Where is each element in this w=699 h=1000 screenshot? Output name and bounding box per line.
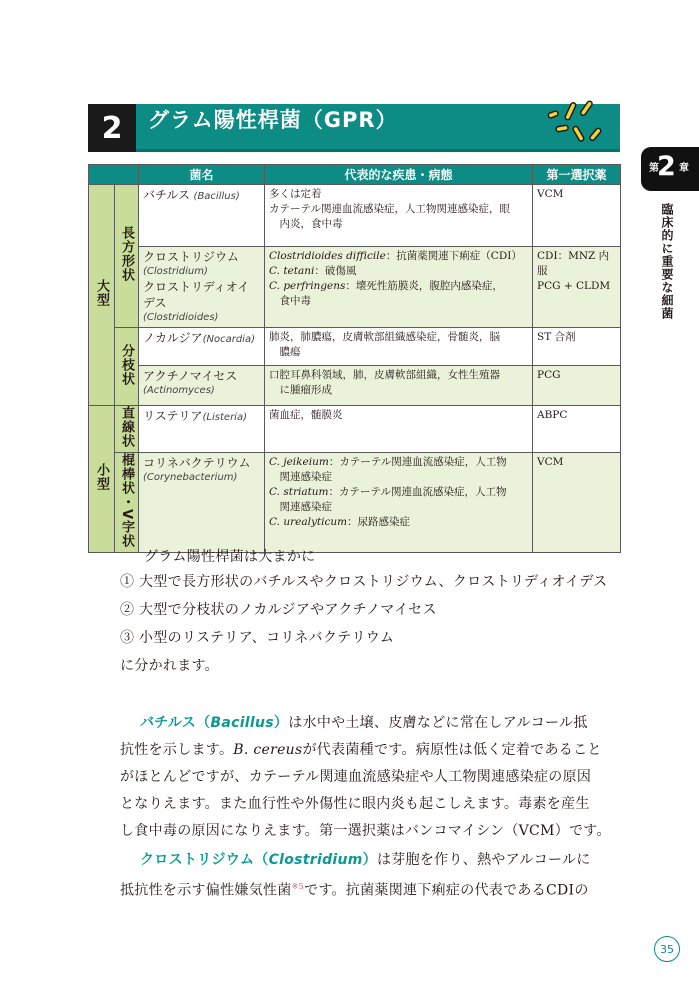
table-row: [89, 328, 621, 366]
drug-cell: CDI：MNZ 内服 PCG + CLDM: [533, 247, 621, 328]
bacteria-illustration-icon: [540, 96, 610, 152]
section-title: グラム陽性桿菌（GPR）: [148, 108, 398, 132]
header-blank: [89, 165, 139, 185]
disease-cell: 口腔耳鼻科領域，肺，皮膚軟部組織，女性生殖器 に腫瘤形成: [265, 366, 533, 406]
disease-cell: 多くは定着 カテーテル関連血流感染症，人工物関連感染症，眼 内炎，食中毒: [265, 185, 533, 247]
bacteria-name: クロストリジウム (Clostridium) クロストリディオイデス (Clostridioides): [139, 247, 265, 328]
header-disease: 代表的な疾患・病態: [265, 165, 533, 185]
paragraph-line: がほとんどですが、カテーテル関連血流感染症や人工物関連感染症の原因: [120, 769, 592, 785]
bacteria-name: コリネバクテリウム (Corynebacterium): [139, 453, 265, 553]
chapter-suffix: 章: [679, 163, 689, 174]
group-club: 棍棒状・V字状: [115, 453, 139, 553]
table-row: [89, 406, 621, 453]
drug-cell: ST 合剤: [533, 328, 621, 366]
table-row: [89, 247, 621, 328]
list-item: ② 大型で分枝状のノカルジアやアクチノマイセス: [120, 602, 437, 618]
section-number: 2: [88, 104, 136, 152]
paragraph-line: 抵抗性を示す偏性嫌気性菌$^{※5}$です。抗菌薬関連下痢症の代表であるCDIの: [120, 882, 589, 899]
header-drug: 第一選択薬: [533, 165, 621, 185]
chapter-number: 2: [657, 151, 676, 182]
list-item: ① 大型で長方形状のバチルスやクロストリジウム、クロストリディオイデス: [120, 574, 608, 590]
bacteria-name: リステリア(Listeria): [139, 406, 265, 453]
list-item: ③ 小型のリステリア、コリネバクテリウム: [120, 630, 395, 646]
group-branch: 分枝状: [115, 328, 139, 406]
drug-cell: ABPC: [533, 406, 621, 453]
group-straight: 直線状: [115, 406, 139, 453]
drug-cell: PCG: [533, 366, 621, 406]
chapter-prefix: 第: [649, 163, 659, 174]
paragraph-line: クロストリジウム（Clostridium）は芽胞を作り、熱やアルコールに: [140, 852, 591, 868]
paragraph-line: バチルス（Bacillus）は水中や土壌、皮膚などに常在しアルコール抵: [140, 715, 588, 731]
group-small: 小型: [89, 406, 115, 553]
bacteria-name: ノカルジア(Nocardia): [139, 328, 265, 366]
disease-cell: 肺炎，肺膿瘍，皮膚軟部組織感染症，骨髄炎，脳 膿瘍: [265, 328, 533, 366]
disease-cell: C. jeikeium：カテーテル関連血流感染症，人工物 関連感染症 C. striatum：カテーテル関連血流感染症，人工物 関連感染症 C. urealyticum：尿路感染症: [265, 453, 533, 553]
intro-text: グラム陽性桿菌は大まかに: [144, 549, 316, 565]
bacteria-name: アクチノマイセス (Actinomyces): [139, 366, 265, 406]
chapter-title: 臨床的に重要な細菌: [660, 203, 674, 320]
footnote-ref: ※5: [291, 882, 305, 891]
chapter-tab: [641, 147, 699, 191]
disease-cell: Clostridioides difficile：抗菌薬関連下痢症（CDI） C. tetani：破傷風 C. perfringens：壊死性筋膜炎，腹腔内感染症， 食中毒: [265, 247, 533, 328]
term-bacillus: バチルス（Bacillus）: [140, 715, 289, 731]
group-large: 大型: [89, 185, 115, 406]
bacteria-name: バチルス (Bacillus): [139, 185, 265, 247]
paragraph-line: 抗性を示します。B. cereusが代表菌種です。病原性は低く定着であること: [120, 742, 602, 758]
drug-cell: VCM: [533, 453, 621, 553]
paragraph-line: し食中毒の原因になりえます。第一選択薬はバンコマイシン（VCM）です。: [120, 823, 611, 839]
gpr-table: [88, 164, 621, 553]
disease-cell: 菌血症，髄膜炎: [265, 406, 533, 453]
paragraph-line: となりえます。また血行性や外傷性に眼内炎も起こしえます。毒素を産生: [120, 796, 590, 812]
table-row: [89, 453, 621, 553]
group-rod: 長方形状: [115, 185, 139, 328]
term-clostridium: クロストリジウム（Clostridium）: [140, 852, 377, 868]
drug-cell: VCM: [533, 185, 621, 247]
table-header-row: [89, 165, 621, 185]
header-name: 菌名: [139, 165, 265, 185]
table-row: [89, 185, 621, 247]
page-number: 35: [654, 936, 680, 962]
outro-text: に分かれます。: [120, 658, 219, 674]
table-row: [89, 366, 621, 406]
